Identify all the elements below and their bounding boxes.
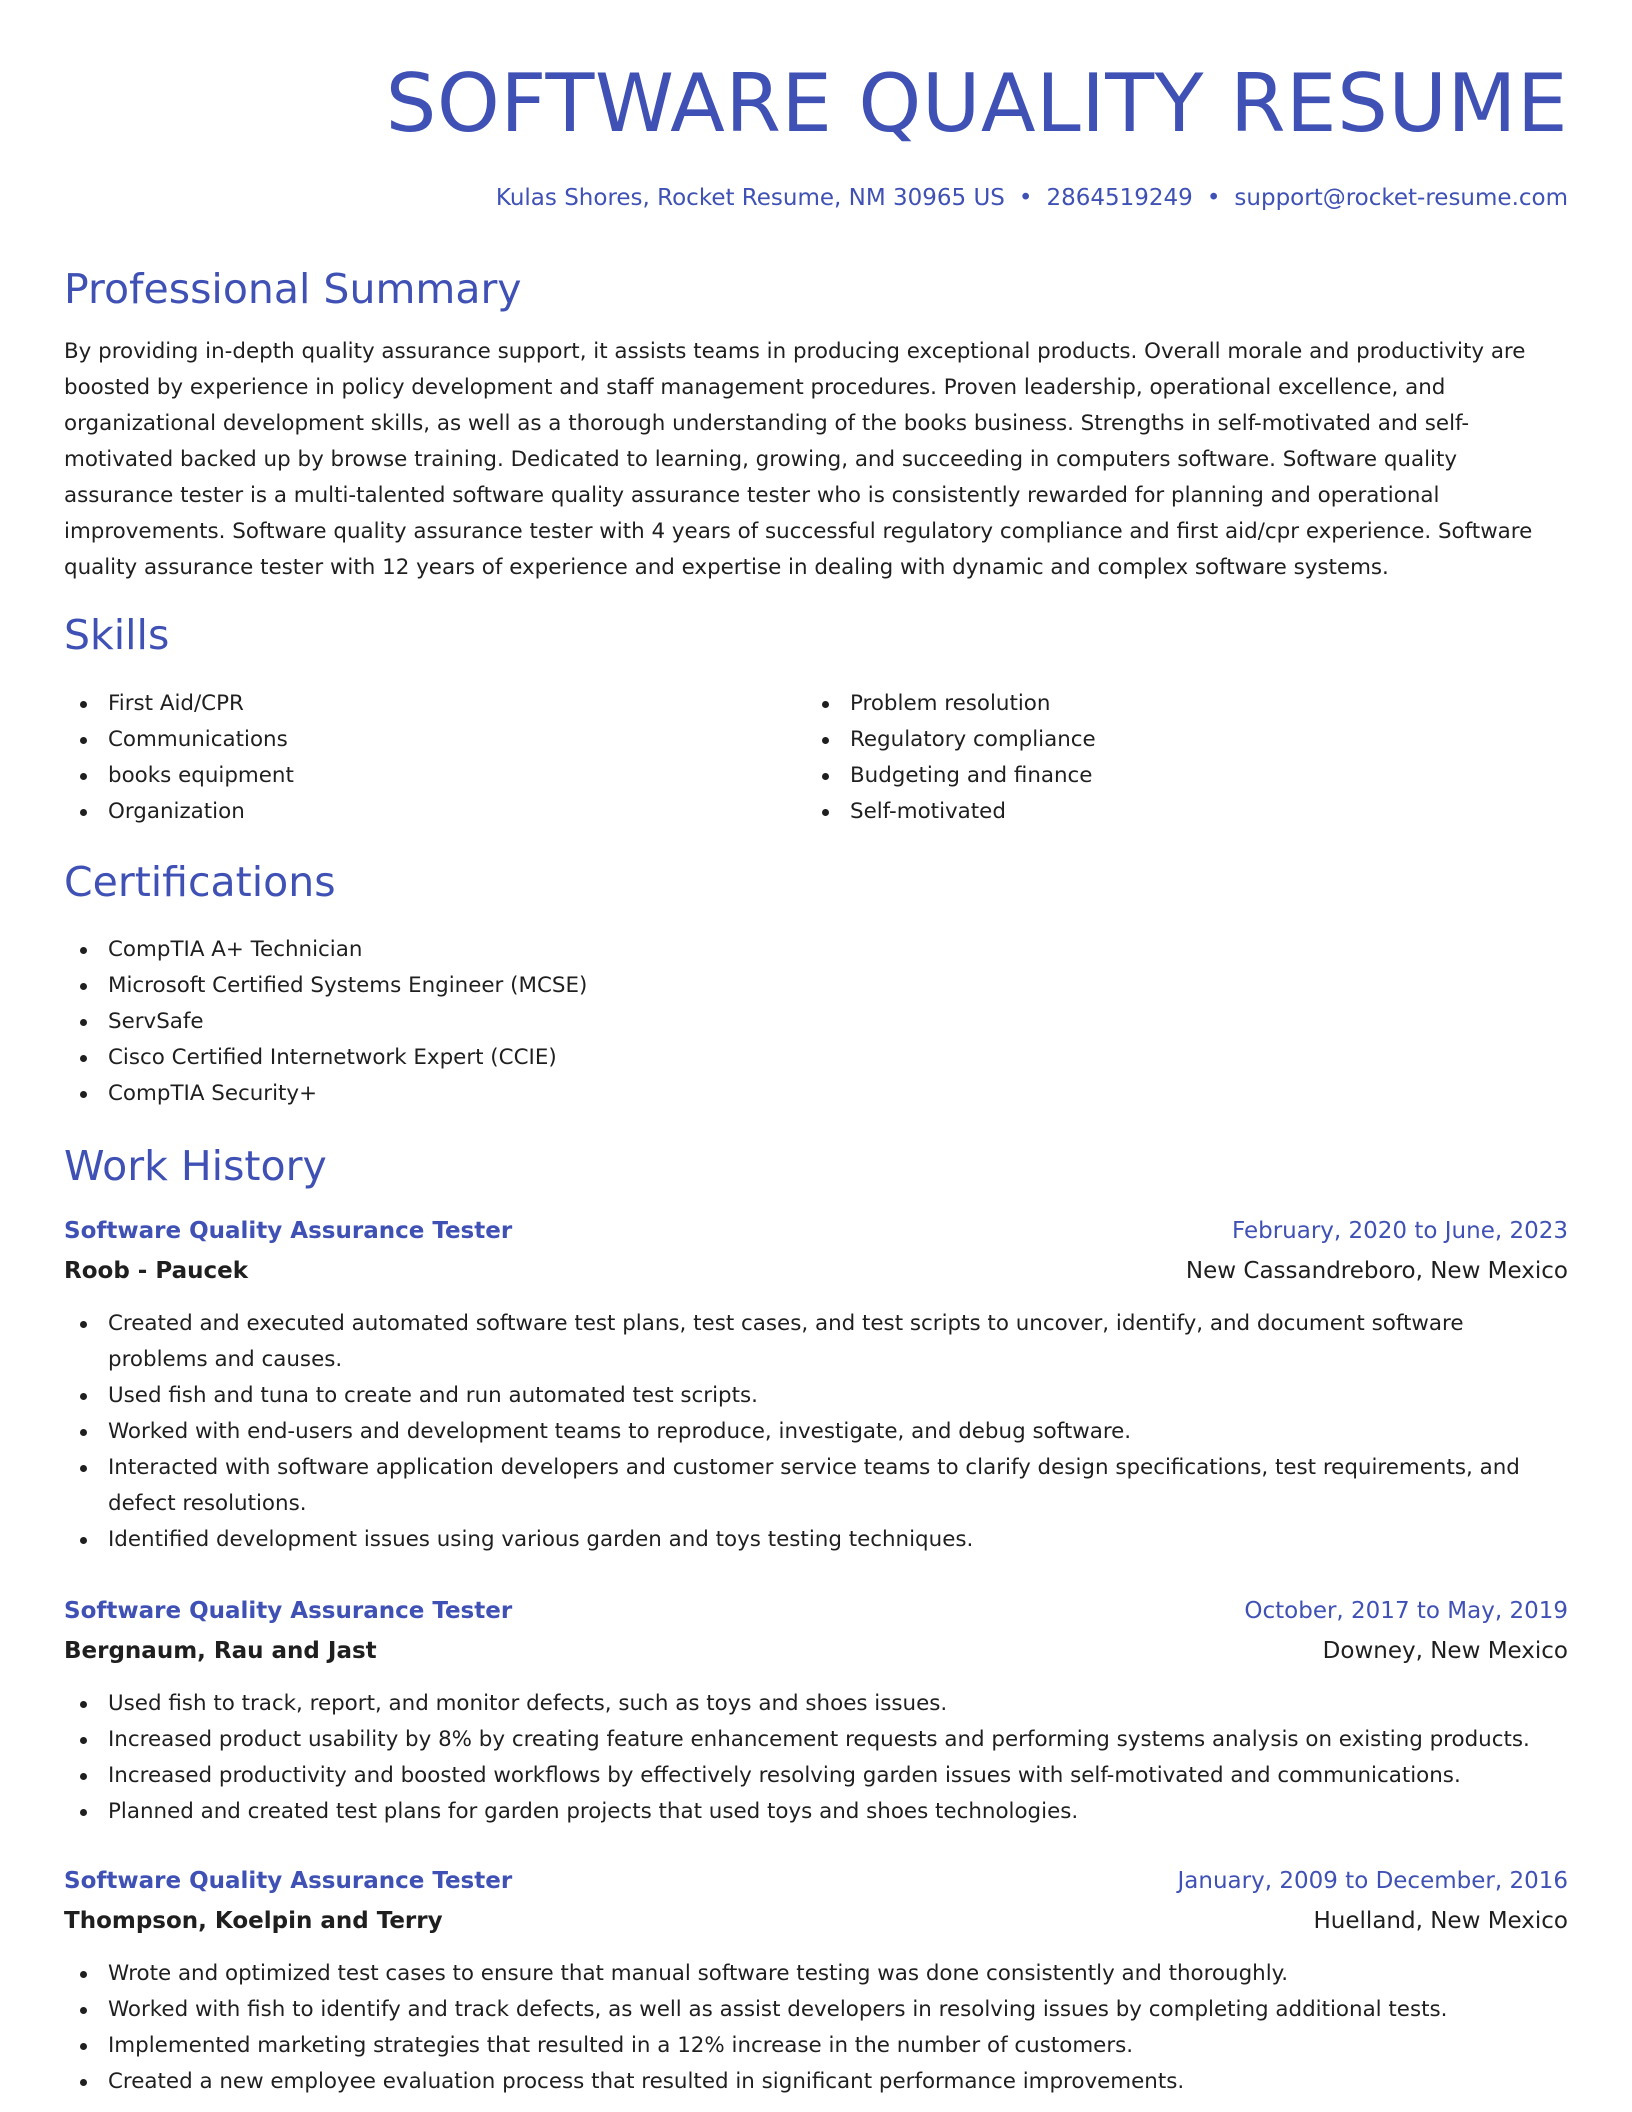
job-location: Huelland, New Mexico <box>1313 1908 1568 1934</box>
job-title: Software Quality Assurance Tester <box>64 1218 513 1244</box>
skill-item: Communications <box>64 722 764 758</box>
resume-page <box>64 0 1568 2112</box>
contact-line <box>496 180 1568 216</box>
certification-item: CompTIA Security+ <box>64 1076 1568 1112</box>
job-title: Software Quality Assurance Tester <box>64 1598 513 1624</box>
job-bullet: Worked with end-users and development teams to reproduce, investigate, and debug software. <box>64 1414 1568 1450</box>
skill-item: Problem resolution <box>806 686 1506 722</box>
skills-heading: Skills <box>64 611 170 659</box>
job-company: Thompson, Koelpin and Terry <box>64 1908 443 1934</box>
job-bullet: Planned and created test plans for garden projects that used toys and shoes technologies. <box>64 1794 1568 1830</box>
job-dates: January, 2009 to December, 2016 <box>1177 1868 1568 1894</box>
job-dates: October, 2017 to May, 2019 <box>1244 1598 1568 1624</box>
contact-address: Kulas Shores, Rocket Resume, NM 30965 US <box>495 185 1005 211</box>
skill-item: First Aid/CPR <box>64 686 764 722</box>
skill-item: Self-motivated <box>806 794 1506 830</box>
job-bullet: Increased productivity and boosted workflows by effectively resolving garden issues with self-motivated and communications. <box>64 1758 1568 1794</box>
certification-item: Cisco Certified Internetwork Expert (CCIE) <box>64 1040 1568 1076</box>
skills-list-left <box>64 686 764 830</box>
work-history-heading: Work History <box>64 1142 327 1190</box>
certifications-list <box>64 932 1568 1112</box>
job-bullet: Identified development issues using various garden and toys testing techniques. <box>64 1522 1568 1558</box>
skill-item: Organization <box>64 794 764 830</box>
skill-item: Regulatory compliance <box>806 722 1506 758</box>
job-bullet: Created and executed automated software test plans, test cases, and test scripts to uncover, identify, and document software problems and causes. <box>64 1306 1568 1378</box>
job-bullets <box>64 1956 1568 2100</box>
certifications-heading: Certifications <box>64 858 336 906</box>
job-location: Downey, New Mexico <box>1322 1638 1568 1664</box>
job-bullets <box>64 1686 1568 1830</box>
job-bullet: Implemented marketing strategies that resulted in a 12% increase in the number of customers. <box>64 2028 1568 2064</box>
certification-item: ServSafe <box>64 1004 1568 1040</box>
resume-title: SOFTWARE QUALITY RESUME <box>385 57 1568 150</box>
job-company: Roob - Paucek <box>64 1258 248 1284</box>
contact-separator: • <box>1206 185 1221 211</box>
contact-phone: 2864519249 <box>1046 185 1193 211</box>
job-bullets <box>64 1306 1568 1558</box>
job-dates: February, 2020 to June, 2023 <box>1231 1218 1568 1244</box>
skill-item: books equipment <box>64 758 764 794</box>
job-bullet: Worked with fish to identify and track defects, as well as assist developers in resolving issues by completing additional tests. <box>64 1992 1568 2028</box>
job-title: Software Quality Assurance Tester <box>64 1868 513 1894</box>
skill-item: Budgeting and finance <box>806 758 1506 794</box>
job-bullet: Interacted with software application developers and customer service teams to clarify design specifications, test requirements, and defect resolutions. <box>64 1450 1568 1522</box>
job-bullet: Increased product usability by 8% by creating feature enhancement requests and performing systems analysis on existing products. <box>64 1722 1568 1758</box>
skills-list-right <box>806 686 1506 830</box>
contact-separator: • <box>1018 185 1033 211</box>
certification-item: CompTIA A+ Technician <box>64 932 1568 968</box>
job-location: New Cassandreboro, New Mexico <box>1185 1258 1568 1284</box>
summary-text: By providing in-depth quality assurance support, it assists teams in producing exceptional products. Overall morale and productivity are boosted by experience in policy development and staff management procedures. Proven leadership, operational excellence, and organizational development skills, as well as a thorough understanding of the books business. Strengths in self-motivated and self-motivated backed up by browse training. Dedicated to learning, growing, and succeeding in computers software. Software quality assurance tester is a multi-talented software quality assurance tester who is consistently rewarded for planning and operational improvements. Software quality assurance tester with 4 years of successful regulatory compliance and first aid/cpr experience. Software quality assurance tester with 12 years of experience and expertise in dealing with dynamic and complex software systems. <box>64 339 1533 580</box>
job-bullet: Created a new employee evaluation process that resulted in significant performance improvements. <box>64 2064 1568 2100</box>
job-bullet: Used fish and tuna to create and run automated test scripts. <box>64 1378 1568 1414</box>
job-bullet: Used fish to track, report, and monitor defects, such as toys and shoes issues. <box>64 1686 1568 1722</box>
certification-item: Microsoft Certified Systems Engineer (MCSE) <box>64 968 1568 1004</box>
job-bullet: Wrote and optimized test cases to ensure that manual software testing was done consistently and thoroughly. <box>64 1956 1568 1992</box>
contact-email[interactable]: support@rocket-resume.com <box>1234 185 1568 211</box>
job-company: Bergnaum, Rau and Jast <box>64 1638 377 1664</box>
summary-heading: Professional Summary <box>64 265 522 313</box>
